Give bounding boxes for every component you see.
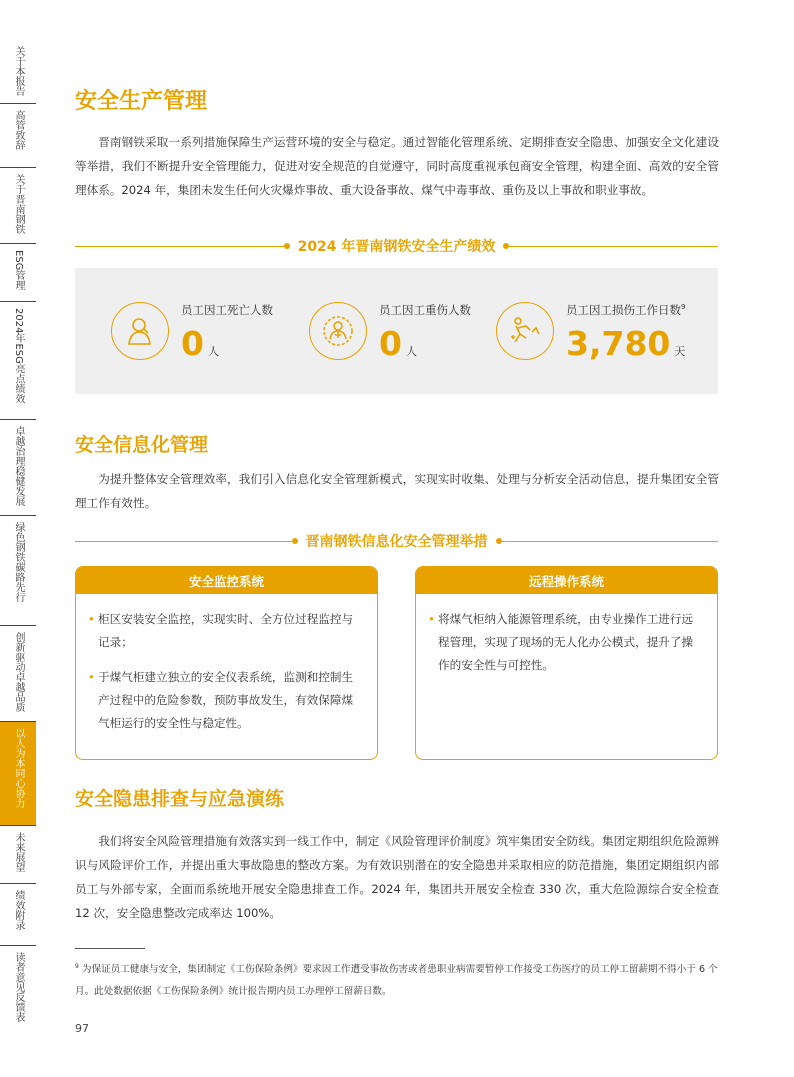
sidebar-item-label: 以人为本同心协力 (13, 728, 24, 808)
sidebar-item-label: 创新驱动卓越品质 (13, 632, 24, 712)
stat-fatalities (111, 268, 291, 394)
performance-heading-divider (75, 236, 718, 256)
sidebar-item-esg-management[interactable] (0, 244, 36, 302)
info-measures-heading-divider (75, 531, 718, 551)
stat-label (566, 302, 685, 318)
box-list (76, 594, 377, 735)
stat-value: 0 (181, 324, 204, 363)
injury-icon (309, 302, 367, 360)
stat-label: 员工因工重伤人数 (379, 303, 471, 317)
sidebar-item-label: ESG管理 (13, 250, 24, 291)
sidebar-item-governance[interactable] (0, 420, 36, 516)
sidebar-item-label: 未来展望 (13, 832, 24, 872)
person-icon (111, 302, 169, 360)
performance-stats-panel (75, 268, 718, 394)
section-paragraph-info-management: 为提升整体安全管理效率，我们引入信息化安全管理新模式，实现实时收集、处理与分析安全活动信息，提升集团安全管理工作有效性。 (75, 472, 719, 510)
box-list (416, 594, 717, 677)
list-item: • 将煤气柜纳入能源管理系统，由专业操作工进行远程管理，实现了现场的无人化办公模式，提升了操作的安全性与可控性。 (430, 608, 703, 677)
list-item: • 于煤气柜建立独立的安全仪表系统，监测和控制生产过程中的危险参数，预防事故发生，有效保障煤气柜运行的安全性与稳定性。 (90, 666, 363, 735)
sidebar-item-people-oriented[interactable] (0, 722, 36, 826)
box-remote-operation (415, 566, 718, 760)
stat-label: 员工因工死亡人数 (181, 303, 273, 317)
workday-loss-icon (496, 302, 554, 360)
section-title-info-management: 安全信息化管理 (75, 434, 209, 456)
section-paragraph-safety-production: 晋南钢铁采取一系列措施保障生产运营环境的安全与稳定。通过智能化管理系统、定期排查安全隐患、加强安全文化建设等举措，我们不断提升安全管理能力，促进对安全规范的自觉遵守，同时高度重视承包商安全管理，构建全面、高效的安全管理体系。2024 年，集团未发生任何火灾爆炸事故、重大设备事故、煤气中毒事故、重伤及以上事故和职业事故。 (75, 135, 719, 197)
section-title-safety-production: 安全生产管理 (75, 89, 208, 114)
footnote (75, 956, 719, 1003)
footnote-ref: 9 (681, 303, 686, 312)
sidebar-item-appendix[interactable] (0, 884, 36, 946)
stat-serious-injuries (309, 268, 489, 394)
box-title: 远程操作系统 (416, 567, 717, 594)
info-measures-heading: 晋南钢铁信息化安全管理举措 (305, 534, 488, 550)
sidebar-item-label: 2024年ESG亮点绩效 (13, 308, 24, 404)
sidebar-nav (0, 40, 36, 1036)
stat-value: 3,780 (566, 324, 671, 363)
stat-unit: 人 (207, 345, 219, 358)
stat-lost-workdays (496, 268, 718, 394)
sidebar-item-label: 关于本报告 (13, 46, 24, 96)
sidebar-item-label: 绩效附录 (13, 890, 24, 930)
sidebar-item-about-company[interactable] (0, 168, 36, 244)
performance-heading: 2024 年晋南钢铁安全生产绩效 (297, 239, 496, 255)
sidebar-item-label: 关于晋南钢铁 (13, 174, 24, 234)
section-paragraph-hazard-inspection: 我们将安全风险管理措施有效落实到一线工作中，制定《风险管理评价制度》筑牢集团安全防线。集团定期组织危险源辨识与风险评价工作，并提出重大事故隐患的整改方案。为有效识别潜在的安全隐患并采取相应的防范措施，集团定期组织内部员工与外部专家，全面而系统地开展安全隐患排查工作。2024 年，集团共开展安全检查 330 次，重大危险源综合安全检查 12 次，安全隐患整改完成率达 100%。 (75, 834, 719, 920)
list-item: • 柜区安装安全监控，实现实时、全方位过程监控与记录； (90, 608, 363, 654)
stat-value: 0 (379, 324, 402, 363)
stat-unit: 人 (405, 345, 417, 358)
stat-label-text: 员工因工损伤工作日数 (566, 303, 681, 317)
section-title-hazard-inspection: 安全隐患排查与应急演练 (75, 788, 285, 810)
sidebar-item-about-report[interactable] (0, 40, 36, 104)
footnote-text: 为保证员工健康与安全，集团制定《工伤保险条例》要求因工作遭受事故伤害或者患职业病需要暂停工作接受工伤医疗的员工停工留薪期不得小于 6 个月。此处数据依据《工伤保险条例》统计报告期内员工办理停工留薪日数。 (75, 964, 718, 998)
sidebar-item-outlook[interactable] (0, 826, 36, 884)
box-title: 安全监控系统 (76, 567, 377, 594)
box-safety-monitoring (75, 566, 378, 760)
sidebar-item-innovation[interactable] (0, 626, 36, 722)
sidebar-item-label: 高管致辞 (13, 110, 24, 150)
sidebar-item-feedback[interactable] (0, 946, 36, 1036)
sidebar-item-executive-message[interactable] (0, 104, 36, 168)
sidebar-item-label: 读者意见反馈表 (13, 952, 24, 1022)
page-number: 97 (75, 1022, 89, 1035)
sidebar-item-label: 绿色钢铁碳路先行 (13, 522, 24, 602)
sidebar-item-green-steel[interactable] (0, 516, 36, 626)
sidebar-item-esg-highlights[interactable] (0, 302, 36, 420)
sidebar-item-label: 卓越治理稳健发展 (13, 426, 24, 506)
footnote-separator (75, 948, 145, 949)
footnote-marker: 9 (75, 963, 79, 970)
stat-unit: 天 (674, 345, 686, 358)
